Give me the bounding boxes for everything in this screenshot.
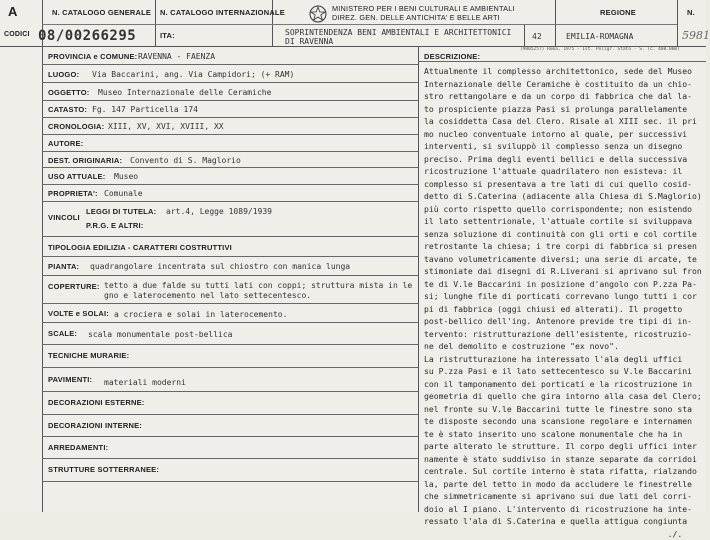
soprintendenza-line2: DI RAVENNA [285,37,334,46]
coperture-line2: gno e laterocemento nel lato settecentesco. [104,291,312,300]
pavimenti-label: PAVIMENTI: [48,375,93,384]
provincia-value: RAVENNA - FAENZA [138,52,216,61]
ministero-line2: DIREZ. GEN. DELLE ANTICHITA' E BELLE ARTI [332,13,500,22]
dest-label: DEST. ORIGINARIA: [48,156,123,165]
regione-label: REGIONE [600,8,636,17]
catasto-label: CATASTO: [48,105,88,114]
proprieta-label: PROPRIETA': [48,189,98,198]
prg-label: P.R.G. E ALTRI: [86,221,144,230]
region-code: 42 [532,32,542,41]
dest-value: Convento di S. Maglorio [130,156,241,165]
republic-emblem-icon [309,4,327,24]
catalogo-generale-label: N. CATALOGO GENERALE [52,8,152,17]
proprieta-value: Comunale [104,189,143,198]
ministero-line1: MINISTERO PER I BENI CULTURALI E AMBIENTALI [332,4,515,13]
n-label: N. [687,8,695,17]
provincia-label: PROVINCIA e COMUNE: [48,52,138,61]
ita-label: ITA: [160,31,175,40]
codici-label: CODICI [4,31,30,38]
oggetto-value: Museo Internazionale delle Ceramiche [98,88,272,97]
print-note: (9805257) Roma, 1975 - Ist. Poligr. Stato - S. (c. 400.000) [520,47,680,52]
soprintendenza-line1: SOPRINTENDENZA BENI AMBIENTALI E ARCHITETTONICI [285,28,512,37]
decorazioni-esterne-label: DECORAZIONI ESTERNE: [48,398,145,407]
uso-label: USO ATTUALE: [48,172,106,181]
decorazioni-interne-label: DECORAZIONI INTERNE: [48,421,142,430]
coperture-label: COPERTURE: [48,282,100,291]
card-letter: A [8,4,18,19]
vincoli-label: VINCOLI [48,213,80,222]
luogo-value: Via Baccarini, ang. Via Campidori; (+ RAM) [92,70,295,79]
strutture-label: STRUTTURE SOTTERRANEE: [48,465,160,474]
tipologia-label: TIPOLOGIA EDILIZIA - CARATTERI COSTRUTTIVI [48,243,232,252]
pianta-value: quadrangolare incentrata sul chiostro con manica lunga [90,262,351,271]
scale-label: SCALE: [48,329,78,338]
regione-value: EMILIA-ROMAGNA [566,32,634,41]
autore-label: AUTORE: [48,139,84,148]
pavimenti-value: materiali moderni [104,378,186,387]
descrizione-label: DESCRIZIONE: [424,52,481,61]
catalogo-generale-value: 08/00266295 [38,28,137,44]
catasto-value: Fg. 147 Particella 174 [92,105,198,114]
oggetto-label: OGGETTO: [48,88,90,97]
leggi-value: art.4, Legge 1089/1939 [166,207,272,216]
uso-value: Museo [114,172,139,181]
cronologia-value: XIII, XV, XVI, XVIII, XX [108,122,224,131]
leggi-label: LEGGI DI TUTELA: [86,207,157,216]
descrizione-text: Attualmente il complesso architettonico, sede del Museo Internazionale delle Ceramiche è costituito da un chio- stro rettangolare e da un corpo di fabbrica che dal la- to prospiciente piazza Pasi si prolunga parallelamente la cosiddetta Casa del Clero. Risale al XIII sec. il pri mo nucleo conventuale intorno al quale, per successivi interventi, si sviluppò il complesso senza un disegno preciso. Prima degli eventi bellici e della successiva ricostruzione l'attuale quadrilatero non esisteva: il complesso si presentava a tre lati di cui quello cosid- detto di S.Caterina (adiacente alla Chiesa di S.Maglorio) più corto rispetto quello corrispondente; non esistendo il lato settentrionale, l'attuale cortile si sviluppava senza soluzione di continuità con gli orti e col cortile retrostante la chiesa; i tre corpi di fabbrica si presen tavano volumetricamente diversi; una serie di arcate, te stimoniate dai disegni di R.Liverani si aprivano sul fron te di V.le Baccarini in posizione d'angolo con P.zza Pa- si; lunghe file di porticati correvano lungo tutti i cor pi di fabbrica (oggi chiusi ed alterati). Il progetto post-bellico dell'ing. Antenore previde tre tipi di in- tervento: ristrutturazione dell'esistente, ricostruzio- ne del demolito e costruzione "ex novo". La ristrutturazione ha interessato l'ala degli uffici su P.zza Pasi e il lato settecentesco su V.le Baccarini con il tamponamento dei porticati e la ricostruzione in geometria di quello che gira intorno alla casa del Clero; nel fronte su V.le Baccarini tutte le finestre sono sta te disposte secondo una scansione regolare e internamen te è stato inserito uno scalone monumentale che ha in parte alterato le strutture. Il corpo degli uffici inter namente è stato suddiviso in stanze separate da corridoi centrale. Sul cortile interno è stata rifatta, rialzando la, parte del tetto in modo da accludere le finestrelle che simmetricamente si aprivano sui due lati del corri- doio al I piano. L'intervento di ricostruzione ha inte- ressato l'ala di S.Caterina e quella attigua congiunta ./. [424,66,702,539]
arredamenti-label: ARREDAMENTI: [48,443,109,452]
volte-label: VOLTE e SOLAI: [48,309,109,318]
pianta-label: PIANTA: [48,262,80,271]
catalogo-internazionale-label: N. CATALOGO INTERNAZIONALE [160,8,285,17]
scale-value: scala monumentale post-bellica [88,330,233,339]
cronologia-label: CRONOLOGIA: [48,122,105,131]
tecniche-label: TECNICHE MURARIE: [48,351,130,360]
volte-value: a crociera e solai in laterocemento. [114,310,288,319]
luogo-label: LUOGO: [48,70,80,79]
n-value: 5981 [682,29,710,42]
coperture-line1: tetto a due falde su tutti lati con coppi; struttura mista in le [104,281,413,290]
